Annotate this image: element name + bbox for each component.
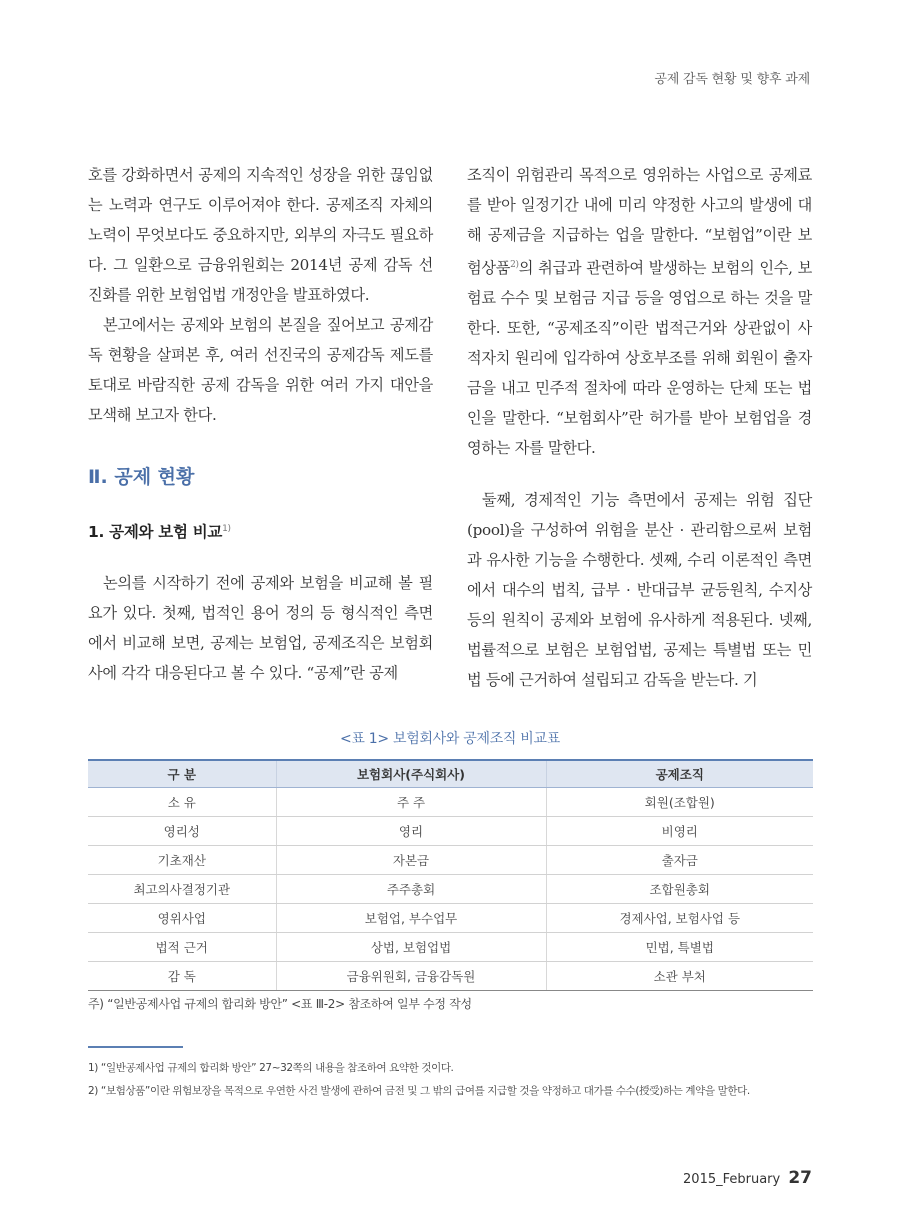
body-paragraph (467, 160, 812, 463)
sub-heading-text: 1. 공제와 보험 비교 (88, 523, 223, 542)
table-header-row (88, 760, 813, 787)
section-heading: Ⅱ. 공제 현황 (88, 466, 195, 488)
column-header: 공제조직 (546, 760, 813, 787)
body-paragraph: 논의를 시작하기 전에 공제와 보험을 비교해 볼 필요가 있다. 첫째, 법적인 용어 정의 등 형식적인 측면에서 비교해 보면, 공제는 보험업, 공제조직은 보험회사에 각각 대응된다고 볼 수 있다. “공제”란 공제 (88, 574, 433, 682)
column-header: 구 분 (88, 760, 276, 787)
table-cell: 영위사업 (88, 903, 276, 932)
table-cell: 상법, 보험업법 (276, 932, 546, 961)
table-cell: 금융위원회, 금융감독원 (276, 961, 546, 990)
table-cell: 기초재산 (88, 845, 276, 874)
table-cell: 비영리 (546, 816, 813, 845)
footnote-ref: 2) (510, 260, 519, 270)
table-cell: 민법, 특별법 (546, 932, 813, 961)
table-cell: 출자금 (546, 845, 813, 874)
right-column (467, 160, 812, 695)
footnote-divider (88, 1046, 183, 1048)
body-paragraph: 둘째, 경제적인 기능 측면에서 공제는 위험 집단(pool)을 구성하여 위험을 분산 · 관리함으로써 보험과 유사한 기능을 수행한다. 셋째, 수리 이론적인 측면에서 대수의 법칙, 급부 · 반대급부 균등원칙, 수지상등의 원칙이 공제와 보험에 유사하게 적용된다. 넷째, 법률적으로 보험은 보험업법, 공제는 특별법 또는 민법 등에 근거하여 설립되고 감독을 받는다. 기 (467, 491, 812, 690)
table-cell: 감 독 (88, 961, 276, 990)
footnote: 2) “보험상품”이란 위험보장을 목적으로 우연한 사건 발생에 관하여 금전 및 그 밖의 급여를 지급할 것을 약정하고 대가를 수수(授受)하는 계약을 말한다. (88, 1085, 750, 1097)
table-cell: 회원(조합원) (546, 787, 813, 816)
body-paragraph: 본고에서는 공제와 보험의 본질을 짚어보고 공제감독 현황을 살펴본 후, 여러 선진국의 공제감독 제도를 토대로 바람직한 공제 감독을 위한 여러 가지 대안을 모색해 보고자 한다. (88, 316, 433, 424)
table-cell: 법적 근거 (88, 932, 276, 961)
footnote: 1) “일반공제사업 규제의 합리화 방안” 27~32쪽의 내용을 참조하여 요약한 것이다. (88, 1062, 454, 1074)
table-cell: 소 유 (88, 787, 276, 816)
page-number: 27 (788, 1168, 812, 1188)
table-row (88, 816, 813, 845)
table-note: 주) “일반공제사업 규제의 합리화 방안” <표 Ⅲ-2> 참조하여 일부 수정 작성 (88, 997, 472, 1011)
sub-heading (88, 512, 433, 546)
table-cell: 영리성 (88, 816, 276, 845)
table-row (88, 845, 813, 874)
column-header: 보험회사(주식회사) (276, 760, 546, 787)
footnote-ref: 1) (222, 524, 231, 534)
table-row (88, 787, 813, 816)
running-header: 공제 감독 현황 및 향후 과제 (654, 72, 810, 87)
table-cell: 주 주 (276, 787, 546, 816)
table-row (88, 932, 813, 961)
table-cell: 소관 부처 (546, 961, 813, 990)
table-cell: 보험업, 부수업무 (276, 903, 546, 932)
table-row (88, 961, 813, 990)
paragraph-text: 의 취급과 관련하여 발생하는 보험의 인수, 보험료 수수 및 보험금 지급 등을 영업으로 하는 것을 말한다. 또한, “공제조직”이란 법적근거와 상관없이 사적자치 원리에 입각하여 상호부조를 위해 회원이 출자금을 내고 민주적 절차에 따라 운영하는 단체 또는 법인을 말한다. “보험회사”란 허가를 받아 보험업을 경영하는 자를 말한다. (467, 259, 812, 458)
table-row (88, 903, 813, 932)
page-footer (683, 1168, 812, 1188)
table-cell: 영리 (276, 816, 546, 845)
comparison-table (88, 759, 813, 991)
table-cell: 조합원총회 (546, 874, 813, 903)
body-paragraph: 호를 강화하면서 공제의 지속적인 성장을 위한 끊임없는 노력과 연구도 이루어져야 한다. 공제조직 자체의 노력이 무엇보다도 중요하지만, 외부의 자극도 필요하다. 그 일환으로 금융위원회는 2014년 공제 감독 선진화를 위한 보험업법 개정안을 발표하였다. (88, 166, 433, 304)
table-caption: <표 1> 보험회사와 공제조직 비교표 (340, 731, 560, 747)
table-cell: 경제사업, 보험사업 등 (546, 903, 813, 932)
left-column (88, 160, 433, 688)
table-row (88, 874, 813, 903)
issue-label: 2015_February (683, 1172, 781, 1187)
table-cell: 최고의사결정기관 (88, 874, 276, 903)
paragraph-text: 조직이 위험관리 목적으로 영위하는 사업으로 공제료를 받아 일정기간 내에 미리 약정한 사고의 발생에 대해 공제금을 지급하는 업을 말한다. “보험업”이란 보험상품 (467, 166, 812, 278)
table-cell: 자본금 (276, 845, 546, 874)
table-cell: 주주총회 (276, 874, 546, 903)
